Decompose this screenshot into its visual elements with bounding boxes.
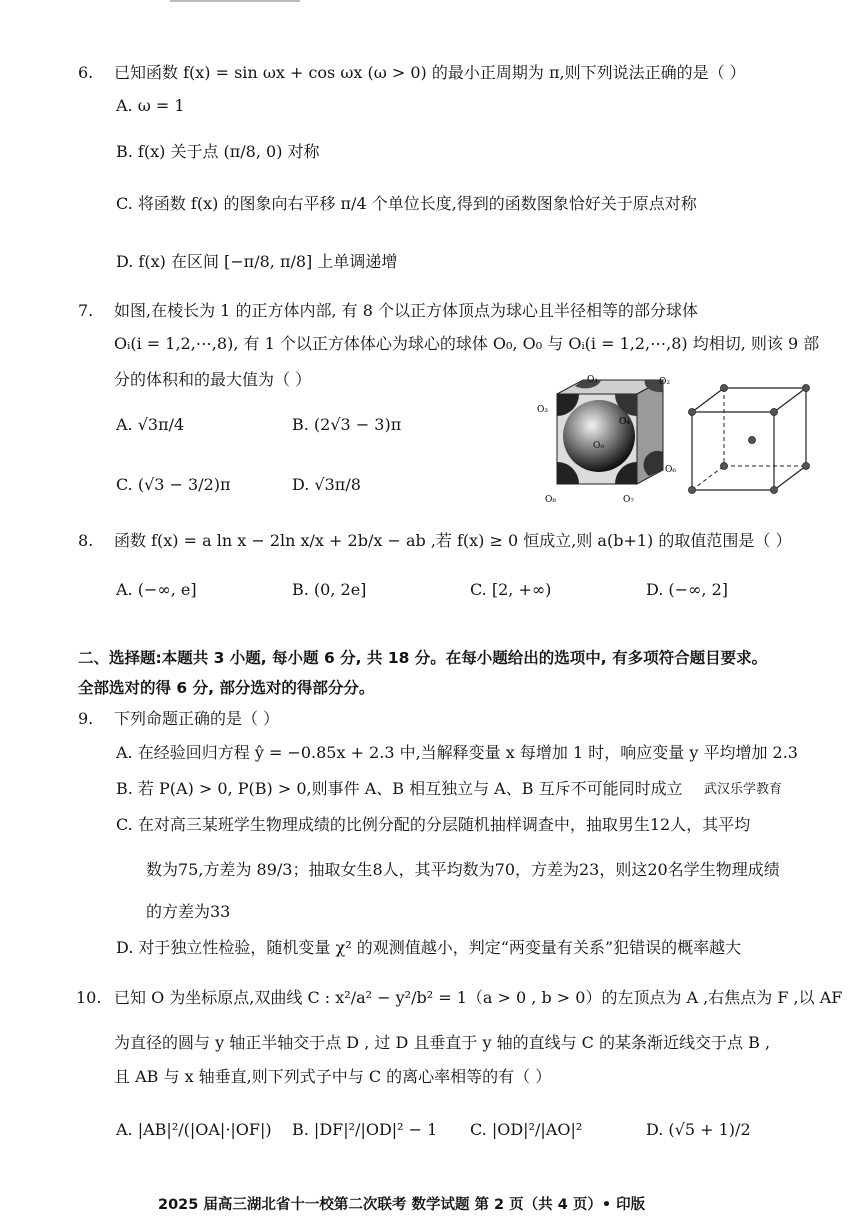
q9-number: 9. [78,709,94,728]
q6-option-a: A. ω = 1 [116,96,185,115]
q8-option-d: D. (−∞, 2] [646,580,728,599]
fig-label-o7: O₇ [623,495,634,505]
q6-number: 6. [78,63,94,82]
q6-option-b: B. f(x) 关于点 (π/8, 0) 对称 [116,142,320,161]
q7-line-3: 分的体积和的最大值为（ ） [114,370,312,389]
q7-option-d: D. √3π/8 [292,475,361,494]
q9-option-c-line-2: 数为75,方差为 89/3；抽取女生8人，其平均数为70，方差为23，则这20名学生物理成绩 [146,860,780,879]
q8-number: 8. [78,531,94,550]
page-footer: 2025 届高三湖北省十一校第二次联考 数学试题 第 2 页（共 4 页）• 印版 [158,1197,646,1213]
q6-option-d: D. f(x) 在区间 [−π/8, π/8] 上单调递增 [116,252,398,271]
watermark-tag: 武汉乐学教育 [704,782,783,797]
q8-option-a: A. (−∞, e] [116,580,197,599]
q7-option-b: B. (2√3 − 3)π [292,415,402,434]
q10-line-2: 为直径的圆与 y 轴正半轴交于点 D , 过 D 且垂直于 y 轴的直线与 C 的某条渐近线交于点 B , [114,1033,771,1052]
q10-line-1: 已知 O 为坐标原点,双曲线 C : x²/a² − y²/b² = 1（a > 0 , b > 0）的左顶点为 A ,右焦点为 F ,以 AF [114,988,843,1007]
q7-line-2: Oᵢ(i = 1,2,⋯,8), 有 1 个以正方体体心为球心的球体 O₀, O₀ 与 Oᵢ(i = 1,2,⋯,8) 均相切, 则该 9 部 [114,334,820,353]
q9-option-a: A. 在经验回归方程 ŷ = −0.85x + 2.3 中,当解释变量 x 每增加 1 时，响应变量 y 平均增加 2.3 [116,743,798,762]
fig-label-o6: O₆ [665,465,676,475]
section-2-heading: 二、选择题:本题共 3 小题, 每小题 6 分, 共 18 分。在每小题给出的选项中, 有多项符合题目要求。 [78,649,768,667]
q8-option-c: C. [2, +∞) [470,580,552,599]
q10-line-3: 且 AB 与 x 轴垂直,则下列式子中与 C 的离心率相等的有（ ） [114,1067,552,1086]
fig-label-o3: O₃ [537,405,548,415]
q10-option-b: B. |DF|²/|OD|² − 1 [292,1120,438,1139]
q7-number: 7. [78,301,94,320]
q8-stem: 函数 f(x) = a ln x − 2ln x/x + 2b/x − ab ,若 f(x) ≥ 0 恒成立,则 a(b+1) 的取值范围是（ ） [114,531,792,550]
q9-option-d: D. 对于独立性检验，随机变量 χ² 的观测值越小，判定“两变量有关系”犯错误的概率越大 [116,938,742,957]
q9-option-c-line-3: 的方差为33 [146,902,231,921]
section-2-heading-cont: 全部选对的得 6 分, 部分选对的得部分分。 [78,679,375,697]
q10-option-a: A. |AB|²/(|OA|·|OF|) [116,1120,272,1139]
top-edge-mark [170,0,300,2]
q6-stem: 已知函数 f(x) = sin ωx + cos ωx (ω > 0) 的最小正周期为 π,则下列说法正确的是（ ） [114,63,746,82]
fig-label-o2: O₂ [659,377,670,387]
q8-option-b: B. (0, 2e] [292,580,367,599]
q9-option-c-line-1: C. 在对高三某班学生物理成绩的比例分配的分层随机抽样调查中，抽取男生12人，其平均 [116,815,751,834]
q9-option-b: B. 若 P(A) > 0, P(B) > 0,则事件 A、B 相互独立与 A、B 互斥不可能同时成立 [116,779,683,798]
fig-label-o1: O₁ [587,375,598,385]
q10-option-c: C. |OD|²/|AO|² [470,1120,583,1139]
q10-number: 10. [76,988,102,1007]
cube-spheres-figure [535,372,683,507]
fig-label-o0: O₀ [593,441,604,451]
q10-option-d: D. (√5 + 1)/2 [646,1120,751,1139]
fig-label-o4: O₄ [619,417,630,427]
q7-line-1: 如图,在棱长为 1 的正方体内部, 有 8 个以正方体顶点为球心且半径相等的部分球体 [114,301,698,320]
q9-stem: 下列命题正确的是（ ） [114,709,280,728]
fig-label-o8: O₈ [545,495,556,505]
cube-wireframe-figure [686,376,824,498]
q6-option-c: C. 将函数 f(x) 的图象向右平移 π/4 个单位长度,得到的函数图象恰好关于原点对称 [116,194,697,213]
q7-option-c: C. (√3 − 3/2)π [116,475,231,494]
q7-option-a: A. √3π/4 [116,415,185,434]
